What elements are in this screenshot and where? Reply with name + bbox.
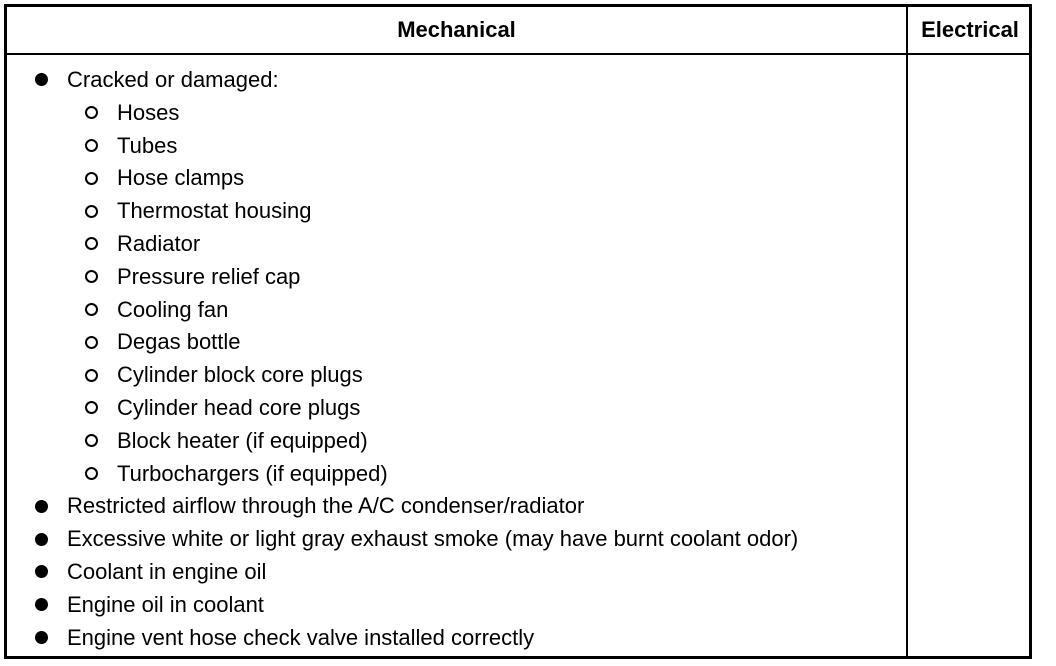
hollow-bullet-icon — [85, 336, 98, 349]
filled-bullet-icon — [35, 73, 48, 86]
hollow-bullet-icon — [85, 139, 98, 152]
checklist-subitem — [7, 458, 906, 491]
checklist-item — [7, 64, 906, 97]
checklist-subitem — [7, 392, 906, 425]
filled-bullet-icon — [35, 565, 48, 578]
inspection-table — [4, 4, 1032, 659]
checklist-item-label: Hose clamps — [117, 165, 245, 191]
checklist-item-label: Coolant in engine oil — [67, 558, 267, 584]
filled-bullet-icon — [35, 631, 48, 644]
checklist-subitem — [7, 228, 906, 261]
checklist-item-label: Engine oil in coolant — [67, 591, 264, 617]
filled-bullet-icon — [35, 598, 48, 611]
checklist-item — [7, 490, 906, 523]
hollow-bullet-icon — [85, 303, 98, 316]
hollow-bullet-icon — [85, 401, 98, 414]
checklist-item — [7, 523, 906, 556]
mechanical-column-header: Mechanical — [397, 17, 516, 42]
hollow-bullet-icon — [85, 434, 98, 447]
hollow-bullet-icon — [85, 205, 98, 218]
electrical-column-header: Electrical — [921, 17, 1019, 42]
checklist-subitem — [7, 294, 906, 327]
hollow-bullet-icon — [85, 467, 98, 480]
checklist-subitem — [7, 326, 906, 359]
checklist-subitem — [7, 130, 906, 163]
checklist-item-label: Block heater (if equipped) — [117, 427, 368, 453]
checklist-item-label: Degas bottle — [117, 329, 241, 355]
checklist-item-label: Radiator — [117, 230, 201, 256]
hollow-bullet-icon — [85, 172, 98, 185]
checklist-item-label: Cylinder block core plugs — [117, 362, 363, 388]
checklist-subitem — [7, 425, 906, 458]
checklist-subitem — [7, 195, 906, 228]
checklist-subitem — [7, 359, 906, 392]
checklist-item-label: Pressure relief cap — [117, 263, 301, 289]
checklist-item-label: Cooling fan — [117, 296, 229, 322]
checklist-item-label: Cracked or damaged: — [67, 67, 279, 92]
checklist-item — [7, 622, 906, 655]
checklist-item-label: Thermostat housing — [117, 198, 312, 224]
filled-bullet-icon — [35, 533, 48, 546]
checklist-subitem — [7, 261, 906, 294]
checklist-item-label: Engine vent hose check valve installed correctly — [67, 624, 535, 650]
filled-bullet-icon — [35, 500, 48, 513]
hollow-bullet-icon — [85, 369, 98, 382]
checklist-item-label: Tubes — [117, 132, 178, 158]
checklist-subitem — [7, 97, 906, 130]
checklist-item-label: Restricted airflow through the A/C condenser/radiator — [67, 493, 585, 519]
column-divider — [906, 7, 908, 656]
header-divider — [7, 53, 1029, 55]
checklist-item-label: Turbochargers (if equipped) — [117, 460, 388, 486]
hollow-bullet-icon — [85, 106, 98, 119]
mechanical-items-list — [7, 64, 906, 654]
hollow-bullet-icon — [85, 270, 98, 283]
checklist-item-label: Hoses — [117, 99, 180, 125]
checklist-item — [7, 589, 906, 622]
hollow-bullet-icon — [85, 237, 98, 250]
checklist-item-label: Excessive white or light gray exhaust smoke (may have burnt coolant odor) — [67, 526, 799, 552]
checklist-item-label: Cylinder head core plugs — [117, 394, 361, 420]
checklist-item — [7, 556, 906, 589]
checklist-subitem — [7, 162, 906, 195]
